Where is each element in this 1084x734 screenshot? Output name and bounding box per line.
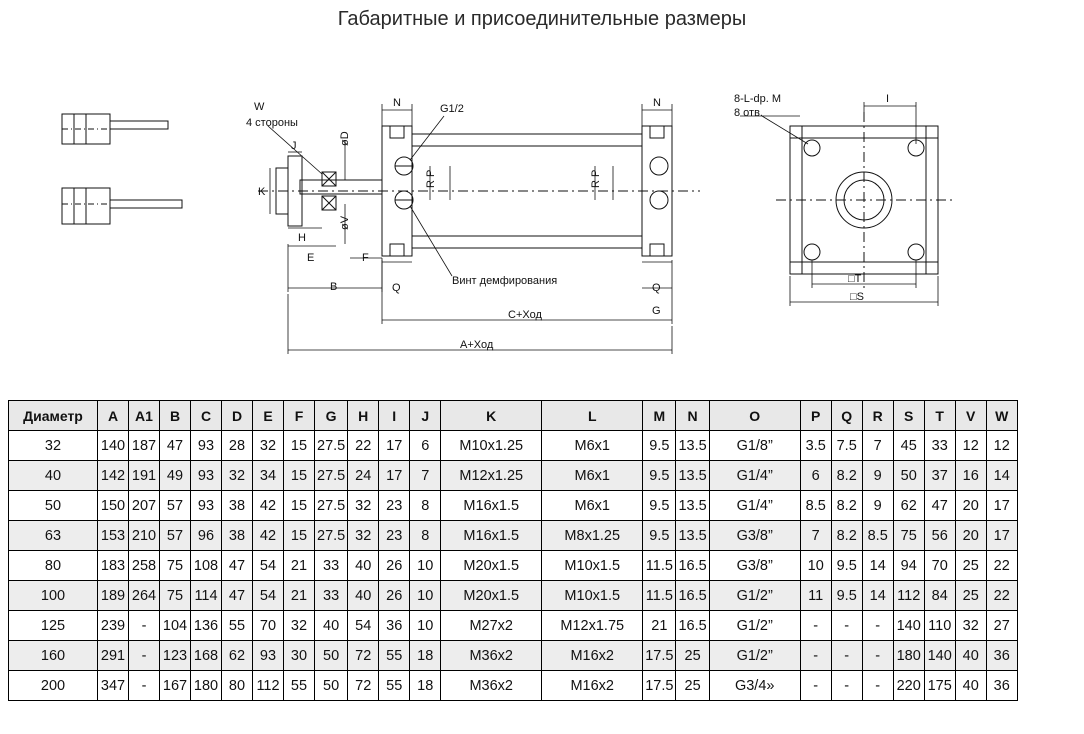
table-row bbox=[9, 551, 1018, 581]
cell-b: 47 bbox=[160, 431, 191, 461]
cell-a1: 264 bbox=[129, 581, 160, 611]
cell-a: 189 bbox=[98, 581, 129, 611]
table-header-b: B bbox=[160, 401, 191, 431]
cell-n: 16.5 bbox=[676, 611, 709, 641]
cell-n: 25 bbox=[676, 671, 709, 701]
cell-v: 32 bbox=[955, 611, 986, 641]
cell-c: 93 bbox=[191, 491, 222, 521]
label-t: □T bbox=[848, 273, 862, 285]
cell-w: 36 bbox=[986, 641, 1017, 671]
cell-q: - bbox=[831, 641, 862, 671]
label-j: J bbox=[291, 140, 297, 152]
cell-o: G1/4” bbox=[709, 461, 800, 491]
cell-c: 93 bbox=[191, 431, 222, 461]
cell-diameter: 160 bbox=[9, 641, 98, 671]
cell-r: 14 bbox=[862, 551, 893, 581]
cell-f: 21 bbox=[284, 551, 315, 581]
table-header-q: Q bbox=[831, 401, 862, 431]
cell-n: 13.5 bbox=[676, 491, 709, 521]
cell-b: 49 bbox=[160, 461, 191, 491]
cell-n: 13.5 bbox=[676, 521, 709, 551]
cell-j: 7 bbox=[410, 461, 441, 491]
table-header-m: M bbox=[643, 401, 676, 431]
cell-i: 23 bbox=[379, 521, 410, 551]
label-a-stroke: A+Ход bbox=[460, 339, 494, 351]
cell-d: 55 bbox=[222, 611, 253, 641]
cell-d: 38 bbox=[222, 491, 253, 521]
cell-m: 9.5 bbox=[643, 461, 676, 491]
cell-k: M16x1.5 bbox=[441, 521, 542, 551]
label-c-stroke: C+Ход bbox=[508, 309, 542, 321]
cell-diameter: 63 bbox=[9, 521, 98, 551]
cell-d: 32 bbox=[222, 461, 253, 491]
cell-k: M16x1.5 bbox=[441, 491, 542, 521]
label-rp-left: R P bbox=[425, 169, 437, 188]
cell-p: 3.5 bbox=[800, 431, 831, 461]
label-holes: 8-L-dp. M bbox=[734, 93, 782, 105]
drawing-svg bbox=[0, 48, 1084, 378]
cell-i: 55 bbox=[379, 671, 410, 701]
cell-p: - bbox=[800, 641, 831, 671]
cell-t: 84 bbox=[924, 581, 955, 611]
cell-h: 22 bbox=[348, 431, 379, 461]
cell-p: 11 bbox=[800, 581, 831, 611]
dimensions-table-wrapper bbox=[8, 400, 1076, 701]
cell-b: 75 bbox=[160, 581, 191, 611]
cell-a: 239 bbox=[98, 611, 129, 641]
table-row bbox=[9, 431, 1018, 461]
cell-w: 36 bbox=[986, 671, 1017, 701]
cell-n: 16.5 bbox=[676, 551, 709, 581]
label-s: □S bbox=[850, 291, 864, 303]
cell-e: 42 bbox=[253, 521, 284, 551]
cell-k: M27x2 bbox=[441, 611, 542, 641]
technical-drawing bbox=[0, 48, 1084, 378]
table-row bbox=[9, 641, 1018, 671]
cell-f: 32 bbox=[284, 611, 315, 641]
label-phi-d: øD bbox=[339, 131, 351, 146]
cell-s: 45 bbox=[893, 431, 924, 461]
cell-b: 104 bbox=[160, 611, 191, 641]
cell-c: 114 bbox=[191, 581, 222, 611]
cell-d: 38 bbox=[222, 521, 253, 551]
cell-q: 8.2 bbox=[831, 491, 862, 521]
cell-l: M6x1 bbox=[542, 431, 643, 461]
cell-i: 17 bbox=[379, 431, 410, 461]
cell-j: 10 bbox=[410, 551, 441, 581]
cell-m: 17.5 bbox=[643, 671, 676, 701]
table-header-row bbox=[9, 401, 1018, 431]
cell-t: 37 bbox=[924, 461, 955, 491]
label-q-left: Q bbox=[392, 282, 401, 294]
cell-k: M36x2 bbox=[441, 671, 542, 701]
cell-p: 7 bbox=[800, 521, 831, 551]
cell-o: G1/8” bbox=[709, 431, 800, 461]
cell-e: 42 bbox=[253, 491, 284, 521]
cell-k: M36x2 bbox=[441, 641, 542, 671]
cell-e: 70 bbox=[253, 611, 284, 641]
thumbnail-bottom bbox=[62, 188, 182, 224]
cell-q: 9.5 bbox=[831, 581, 862, 611]
label-n-left: N bbox=[393, 97, 401, 109]
cell-t: 110 bbox=[924, 611, 955, 641]
table-header-n: N bbox=[676, 401, 709, 431]
flange-end-view bbox=[740, 102, 952, 306]
table-row bbox=[9, 521, 1018, 551]
cell-diameter: 80 bbox=[9, 551, 98, 581]
cell-l: M10x1.5 bbox=[542, 581, 643, 611]
cell-k: M12x1.25 bbox=[441, 461, 542, 491]
table-header-k: K bbox=[441, 401, 542, 431]
cell-j: 6 bbox=[410, 431, 441, 461]
cell-q: - bbox=[831, 611, 862, 641]
label-holes-note: 8 отв. bbox=[734, 107, 763, 119]
cell-d: 47 bbox=[222, 581, 253, 611]
cell-o: G3/8” bbox=[709, 551, 800, 581]
cell-q: 8.2 bbox=[831, 461, 862, 491]
cell-e: 54 bbox=[253, 551, 284, 581]
cell-a1: - bbox=[129, 671, 160, 701]
cell-h: 54 bbox=[348, 611, 379, 641]
table-header-диаметр: Диаметр bbox=[9, 401, 98, 431]
cell-j: 18 bbox=[410, 641, 441, 671]
cell-b: 167 bbox=[160, 671, 191, 701]
cell-s: 140 bbox=[893, 611, 924, 641]
cell-o: G1/4” bbox=[709, 491, 800, 521]
cell-h: 72 bbox=[348, 641, 379, 671]
cell-l: M12x1.75 bbox=[542, 611, 643, 641]
cell-q: 9.5 bbox=[831, 551, 862, 581]
cell-diameter: 40 bbox=[9, 461, 98, 491]
cell-f: 15 bbox=[284, 491, 315, 521]
cell-v: 40 bbox=[955, 671, 986, 701]
label-g: G bbox=[652, 305, 661, 317]
cell-t: 56 bbox=[924, 521, 955, 551]
cell-i: 17 bbox=[379, 461, 410, 491]
cell-v: 20 bbox=[955, 521, 986, 551]
cell-a1: 207 bbox=[129, 491, 160, 521]
cell-m: 21 bbox=[643, 611, 676, 641]
cell-a1: 191 bbox=[129, 461, 160, 491]
cell-f: 55 bbox=[284, 671, 315, 701]
label-k: K bbox=[258, 186, 266, 198]
cell-j: 10 bbox=[410, 581, 441, 611]
table-row bbox=[9, 671, 1018, 701]
cell-h: 72 bbox=[348, 671, 379, 701]
cell-diameter: 32 bbox=[9, 431, 98, 461]
cell-f: 21 bbox=[284, 581, 315, 611]
cell-n: 16.5 bbox=[676, 581, 709, 611]
cell-w: 22 bbox=[986, 551, 1017, 581]
cell-d: 62 bbox=[222, 641, 253, 671]
table-header-t: T bbox=[924, 401, 955, 431]
cell-s: 62 bbox=[893, 491, 924, 521]
cell-i: 26 bbox=[379, 581, 410, 611]
table-row bbox=[9, 491, 1018, 521]
cell-a: 153 bbox=[98, 521, 129, 551]
cell-s: 50 bbox=[893, 461, 924, 491]
cell-k: M10x1.25 bbox=[441, 431, 542, 461]
cell-n: 13.5 bbox=[676, 461, 709, 491]
cell-o: G3/4» bbox=[709, 671, 800, 701]
cell-c: 108 bbox=[191, 551, 222, 581]
cell-a1: 258 bbox=[129, 551, 160, 581]
cell-s: 94 bbox=[893, 551, 924, 581]
cell-e: 54 bbox=[253, 581, 284, 611]
cell-m: 17.5 bbox=[643, 641, 676, 671]
label-w: W bbox=[254, 101, 265, 113]
cell-s: 112 bbox=[893, 581, 924, 611]
cell-m: 9.5 bbox=[643, 431, 676, 461]
cell-g: 33 bbox=[315, 551, 348, 581]
table-header-r: R bbox=[862, 401, 893, 431]
label-b: B bbox=[330, 281, 338, 293]
cell-b: 57 bbox=[160, 491, 191, 521]
cell-f: 30 bbox=[284, 641, 315, 671]
cell-g: 40 bbox=[315, 611, 348, 641]
cell-o: G3/8” bbox=[709, 521, 800, 551]
cell-b: 75 bbox=[160, 551, 191, 581]
cell-f: 15 bbox=[284, 431, 315, 461]
cell-t: 175 bbox=[924, 671, 955, 701]
cell-l: M16x2 bbox=[542, 641, 643, 671]
cell-a: 347 bbox=[98, 671, 129, 701]
cell-j: 8 bbox=[410, 491, 441, 521]
cell-h: 32 bbox=[348, 521, 379, 551]
cell-q: - bbox=[831, 671, 862, 701]
cell-v: 25 bbox=[955, 581, 986, 611]
table-header-l: L bbox=[542, 401, 643, 431]
cell-g: 27.5 bbox=[315, 431, 348, 461]
label-e: E bbox=[307, 252, 315, 264]
cell-h: 32 bbox=[348, 491, 379, 521]
cell-l: M6x1 bbox=[542, 461, 643, 491]
table-row bbox=[9, 461, 1018, 491]
cell-w: 17 bbox=[986, 521, 1017, 551]
cell-c: 168 bbox=[191, 641, 222, 671]
table-header-v: V bbox=[955, 401, 986, 431]
cell-k: M20x1.5 bbox=[441, 551, 542, 581]
cell-f: 15 bbox=[284, 521, 315, 551]
cell-j: 8 bbox=[410, 521, 441, 551]
cell-v: 12 bbox=[955, 431, 986, 461]
cell-diameter: 125 bbox=[9, 611, 98, 641]
cell-h: 24 bbox=[348, 461, 379, 491]
cell-diameter: 100 bbox=[9, 581, 98, 611]
cell-a1: - bbox=[129, 641, 160, 671]
cell-p: - bbox=[800, 671, 831, 701]
label-damping-screw: Винт демфирования bbox=[452, 275, 558, 287]
thumbnail-top bbox=[62, 114, 168, 144]
cell-a1: 187 bbox=[129, 431, 160, 461]
cell-l: M16x2 bbox=[542, 671, 643, 701]
cell-d: 47 bbox=[222, 551, 253, 581]
cell-e: 34 bbox=[253, 461, 284, 491]
cell-l: M6x1 bbox=[542, 491, 643, 521]
cell-c: 96 bbox=[191, 521, 222, 551]
label-phi-v: øV bbox=[339, 215, 351, 230]
table-header-p: P bbox=[800, 401, 831, 431]
cell-q: 7.5 bbox=[831, 431, 862, 461]
cell-i: 55 bbox=[379, 641, 410, 671]
table-header-c: C bbox=[191, 401, 222, 431]
dimension-lines bbox=[268, 104, 672, 354]
cell-c: 180 bbox=[191, 671, 222, 701]
cell-e: 32 bbox=[253, 431, 284, 461]
cell-l: M8x1.25 bbox=[542, 521, 643, 551]
table-header-h: H bbox=[348, 401, 379, 431]
cell-diameter: 200 bbox=[9, 671, 98, 701]
cell-b: 123 bbox=[160, 641, 191, 671]
cell-e: 93 bbox=[253, 641, 284, 671]
cell-r: 8.5 bbox=[862, 521, 893, 551]
label-w-note: 4 стороны bbox=[246, 117, 298, 129]
cell-f: 15 bbox=[284, 461, 315, 491]
cell-r: 14 bbox=[862, 581, 893, 611]
cell-w: 12 bbox=[986, 431, 1017, 461]
table-header-i: I bbox=[379, 401, 410, 431]
cell-o: G1/2” bbox=[709, 611, 800, 641]
cell-g: 33 bbox=[315, 581, 348, 611]
cell-p: - bbox=[800, 611, 831, 641]
cell-v: 40 bbox=[955, 641, 986, 671]
table-header-w: W bbox=[986, 401, 1017, 431]
table-header-g: G bbox=[315, 401, 348, 431]
cell-a: 142 bbox=[98, 461, 129, 491]
cell-g: 50 bbox=[315, 671, 348, 701]
cell-p: 8.5 bbox=[800, 491, 831, 521]
cell-o: G1/2” bbox=[709, 581, 800, 611]
cell-t: 70 bbox=[924, 551, 955, 581]
cylinder-main-view bbox=[258, 126, 700, 256]
label-g12: G1/2 bbox=[440, 103, 464, 115]
cell-d: 28 bbox=[222, 431, 253, 461]
cell-k: M20x1.5 bbox=[441, 581, 542, 611]
cell-s: 220 bbox=[893, 671, 924, 701]
cell-v: 25 bbox=[955, 551, 986, 581]
cell-a: 291 bbox=[98, 641, 129, 671]
cell-o: G1/2” bbox=[709, 641, 800, 671]
cell-v: 20 bbox=[955, 491, 986, 521]
cell-t: 47 bbox=[924, 491, 955, 521]
label-n-right: N bbox=[653, 97, 661, 109]
cell-p: 10 bbox=[800, 551, 831, 581]
cell-m: 11.5 bbox=[643, 581, 676, 611]
cell-p: 6 bbox=[800, 461, 831, 491]
cell-n: 25 bbox=[676, 641, 709, 671]
label-q-right: Q bbox=[652, 282, 661, 294]
cell-a1: 210 bbox=[129, 521, 160, 551]
table-row bbox=[9, 611, 1018, 641]
cell-l: M10x1.5 bbox=[542, 551, 643, 581]
cell-r: 9 bbox=[862, 491, 893, 521]
cell-r: - bbox=[862, 641, 893, 671]
dimensions-table bbox=[8, 400, 1018, 701]
cell-r: 7 bbox=[862, 431, 893, 461]
cell-s: 180 bbox=[893, 641, 924, 671]
cell-a: 150 bbox=[98, 491, 129, 521]
page-title: Габаритные и присоединительные размеры bbox=[337, 8, 747, 30]
table-header-a: A bbox=[98, 401, 129, 431]
cell-g: 27.5 bbox=[315, 461, 348, 491]
cell-a: 183 bbox=[98, 551, 129, 581]
table-body bbox=[9, 431, 1018, 701]
cell-m: 9.5 bbox=[643, 491, 676, 521]
table-header-e: E bbox=[253, 401, 284, 431]
cell-m: 9.5 bbox=[643, 521, 676, 551]
cell-d: 80 bbox=[222, 671, 253, 701]
label-f: F bbox=[362, 252, 369, 264]
cell-w: 27 bbox=[986, 611, 1017, 641]
cell-i: 23 bbox=[379, 491, 410, 521]
cell-w: 17 bbox=[986, 491, 1017, 521]
cell-g: 50 bbox=[315, 641, 348, 671]
cell-h: 40 bbox=[348, 551, 379, 581]
cell-h: 40 bbox=[348, 581, 379, 611]
table-header-j: J bbox=[410, 401, 441, 431]
cell-e: 112 bbox=[253, 671, 284, 701]
cell-c: 93 bbox=[191, 461, 222, 491]
cell-b: 57 bbox=[160, 521, 191, 551]
cell-q: 8.2 bbox=[831, 521, 862, 551]
table-header-o: O bbox=[709, 401, 800, 431]
table-header-f: F bbox=[284, 401, 315, 431]
table-header-s: S bbox=[893, 401, 924, 431]
cell-s: 75 bbox=[893, 521, 924, 551]
cell-t: 33 bbox=[924, 431, 955, 461]
cell-g: 27.5 bbox=[315, 521, 348, 551]
table-header-d: D bbox=[222, 401, 253, 431]
cell-g: 27.5 bbox=[315, 491, 348, 521]
cell-r: - bbox=[862, 611, 893, 641]
cell-j: 18 bbox=[410, 671, 441, 701]
cell-a1: - bbox=[129, 611, 160, 641]
label-rp-right: R P bbox=[590, 169, 602, 188]
cell-j: 10 bbox=[410, 611, 441, 641]
cell-i: 36 bbox=[379, 611, 410, 641]
table-row bbox=[9, 581, 1018, 611]
cell-diameter: 50 bbox=[9, 491, 98, 521]
cell-w: 22 bbox=[986, 581, 1017, 611]
cell-r: 9 bbox=[862, 461, 893, 491]
cell-m: 11.5 bbox=[643, 551, 676, 581]
cell-t: 140 bbox=[924, 641, 955, 671]
table-header-a1: A1 bbox=[129, 401, 160, 431]
label-i: I bbox=[886, 93, 890, 105]
label-h: H bbox=[298, 232, 306, 244]
cell-n: 13.5 bbox=[676, 431, 709, 461]
cell-i: 26 bbox=[379, 551, 410, 581]
cell-c: 136 bbox=[191, 611, 222, 641]
cell-r: - bbox=[862, 671, 893, 701]
cell-v: 16 bbox=[955, 461, 986, 491]
cell-a: 140 bbox=[98, 431, 129, 461]
cell-w: 14 bbox=[986, 461, 1017, 491]
